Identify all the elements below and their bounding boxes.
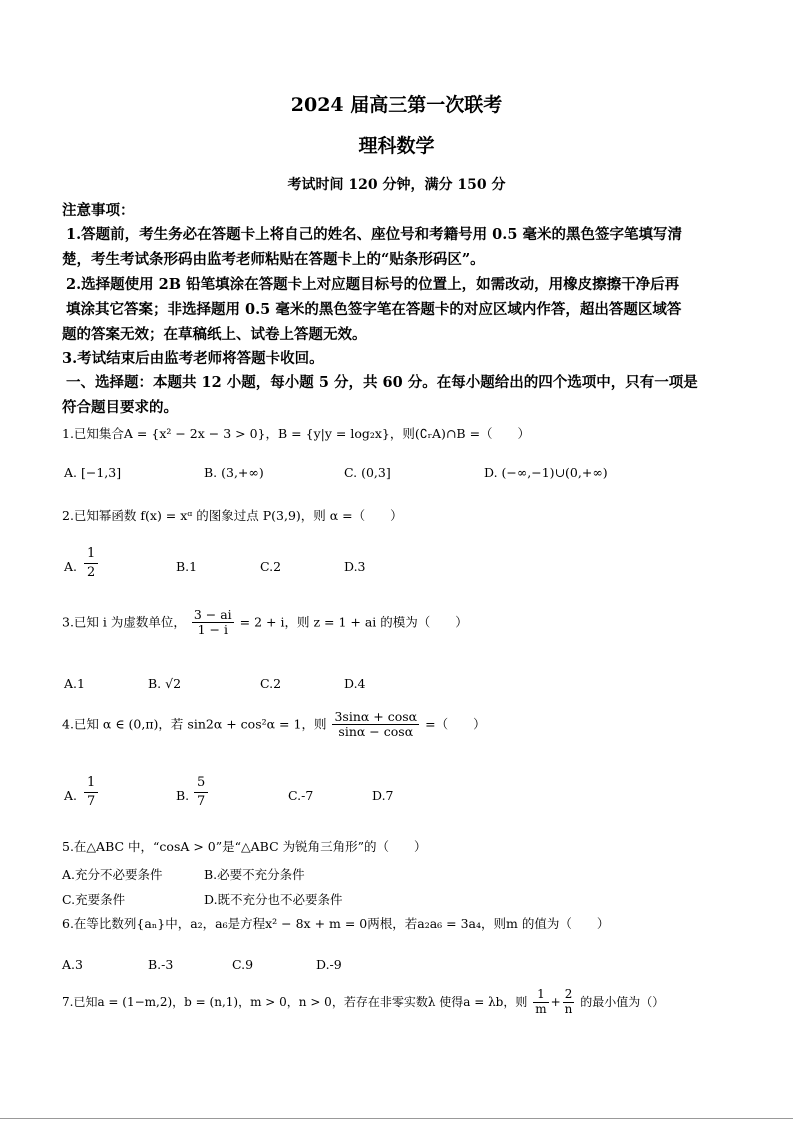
- question-5-option-b: B.必要不充分条件: [204, 867, 305, 882]
- subject-title: 理科数学: [358, 135, 435, 157]
- question-4-fraction: [332, 710, 419, 740]
- question-7-fraction-1-denominator: m: [535, 1001, 547, 1016]
- question-4-option-a-label: A.: [64, 788, 78, 803]
- question-7-fraction-2-numerator: 2: [563, 988, 575, 1003]
- question-2-option-c: C.2: [260, 559, 282, 574]
- question-3-stem-post: = 2 + i，则 z = 1 + ai 的模为（ ）: [239, 614, 468, 630]
- question-7-plus: +: [550, 994, 561, 1009]
- exam-info: 考试时间 120 分钟，满分 150 分: [287, 177, 506, 193]
- section-1-line-1: 一、选择题：本题共 12 小题，每小题 5 分，共 60 分。在每小题给出的四个选项中，只有一项是: [66, 374, 698, 391]
- question-4-option-d: D.7: [372, 788, 394, 803]
- question-4-numerator: 3sinα + cosα: [334, 709, 418, 724]
- question-1-option-c: C. (0,3]: [344, 465, 391, 480]
- question-3-fraction: [192, 608, 234, 638]
- question-2-option-a-fraction: [84, 545, 98, 582]
- question-5-option-c: C.充要条件: [62, 892, 126, 907]
- question-3-option-b: B. √2: [148, 676, 182, 691]
- question-3-stem-pre: 3.已知 i 为虚数单位，: [62, 614, 186, 630]
- question-6-option-a: A.3: [62, 957, 83, 972]
- question-3-numerator: 3 − ai: [193, 607, 232, 622]
- question-5-stem: 5.在△ABC 中，“cosA > 0”是“△ABC 为锐角三角形”的（ ）: [62, 839, 427, 854]
- question-2-option-a-denominator: 2: [87, 565, 96, 581]
- question-4-option-a-fraction: [84, 774, 98, 811]
- question-1-stem: 1.已知集合A = {x² − 2x − 3 > 0}，B = {y|y = log₂x}，则(∁ᵣA)∩B =（ ）: [62, 426, 531, 441]
- question-2-option-d: D.3: [344, 559, 366, 574]
- exam-title: 2024 届高三第一次联考: [290, 94, 503, 116]
- question-7-fraction-2: [563, 988, 575, 1017]
- question-4-option-a-numerator: 1: [84, 774, 98, 793]
- section-1-line-2: 符合题目要求的。: [62, 399, 178, 416]
- question-4-option-a-denominator: 7: [87, 794, 96, 810]
- question-3-option-c: C.2: [260, 676, 282, 691]
- question-4-option-b-fraction: [194, 774, 208, 811]
- question-5-option-d: D.既不充分也不必要条件: [204, 892, 343, 907]
- question-2-option-a-label: A.: [64, 559, 78, 574]
- question-3-option-a: A.1: [64, 676, 85, 691]
- question-4-option-c: C.-7: [288, 788, 314, 803]
- question-7-fraction-2-denominator: n: [564, 1001, 573, 1016]
- question-7-fraction-1-numerator: 1: [533, 988, 548, 1003]
- question-7-stem-post: 的最小值为（）: [580, 994, 665, 1009]
- question-1-option-a: A. [−1,3]: [64, 465, 122, 480]
- note-2-line-2: 填涂其它答案；非选择题用 0.5 毫米的黑色签字笔在答题卡的对应区域内作答，超出答题区域答: [66, 301, 682, 318]
- question-4-option-b-denominator: 7: [197, 794, 206, 810]
- notes-heading: 注意事项：: [62, 202, 135, 219]
- question-4-option-b-label: B.: [176, 788, 190, 803]
- question-7-stem-pre: 7.已知a = (1−m,2)，b = (n,1)，m > 0，n > 0，若存在非零实数λ 使得a = λb，则: [62, 994, 528, 1009]
- question-7-fraction-1: [533, 988, 548, 1017]
- question-4-stem-post: =（ ）: [425, 716, 486, 732]
- note-1-line-1: 1.答题前，考生务必在答题卡上将自己的姓名、座位号和考籍号用 0.5 毫米的黑色签字笔填写清: [66, 226, 682, 243]
- question-2-stem: 2.已知幂函数 f(x) = xᵅ 的图象过点 P(3,9)，则 α =（ ）: [62, 508, 403, 523]
- page-bottom-divider: [0, 1118, 793, 1119]
- question-6-option-b: B.-3: [148, 957, 174, 972]
- question-4-denominator: sinα − cosα: [338, 724, 414, 740]
- note-3: 3.考试结束后由监考老师将答题卡收回。: [62, 350, 324, 367]
- question-7-stem: [62, 988, 664, 1017]
- question-6-option-c: C.9: [232, 957, 254, 972]
- question-2-option-b: B.1: [176, 559, 198, 574]
- question-6-stem: 6.在等比数列{aₙ}中，a₂，a₆是方程x² − 8x + m = 0两根，若a₂a₆ = 3a₄，则m 的值为（ ）: [62, 916, 610, 931]
- question-1-option-b: B. (3,+∞): [204, 465, 264, 480]
- question-4-option-b-numerator: 5: [194, 774, 208, 793]
- question-1-option-d: D. (−∞,−1)∪(0,+∞): [484, 465, 608, 480]
- question-2-option-a-numerator: 1: [84, 545, 98, 564]
- note-2-line-1: 2.选择题使用 2B 铅笔填涂在答题卡上对应题目标号的位置上，如需改动，用橡皮擦擦干净后再: [66, 276, 680, 293]
- note-1-line-2: 楚，考生考试条形码由监考老师粘贴在答题卡上的“贴条形码区”。: [62, 251, 485, 268]
- question-6-option-d: D.-9: [316, 957, 342, 972]
- question-3-stem: [62, 608, 468, 638]
- question-4-stem-pre: 4.已知 α ∈ (0,π)，若 sin2α + cos²α = 1，则: [62, 716, 327, 732]
- question-3-option-d: D.4: [344, 676, 366, 691]
- question-4-stem: [62, 710, 486, 740]
- question-5-option-a: A.充分不必要条件: [62, 867, 163, 882]
- question-3-denominator: 1 − i: [197, 622, 228, 638]
- note-2-line-3: 题的答案无效；在草稿纸上、试卷上答题无效。: [62, 326, 367, 343]
